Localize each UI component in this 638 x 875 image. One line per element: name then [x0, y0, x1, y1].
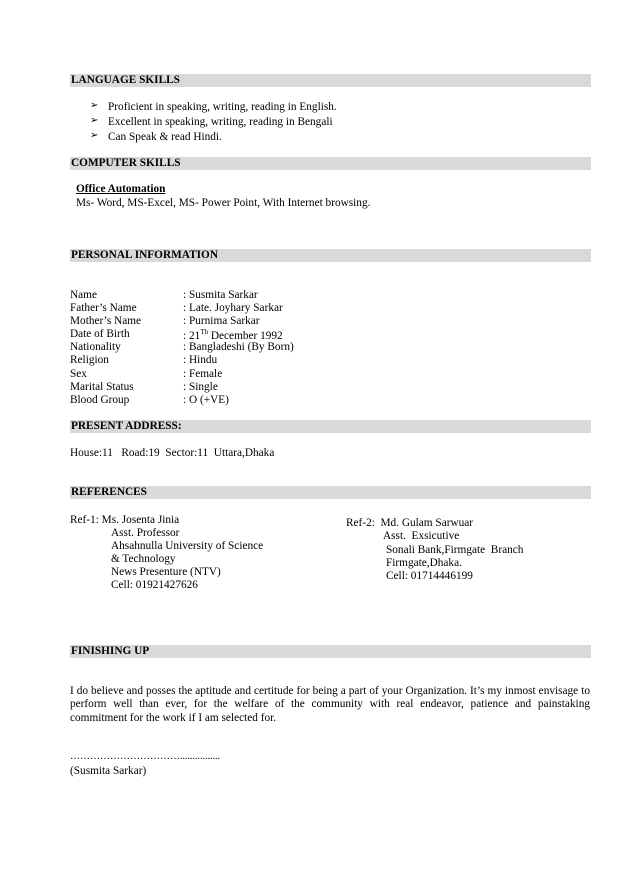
language-skill-text: Excellent in speaking, writing, reading in Bengali: [108, 116, 333, 128]
dob-suffix: Th: [200, 328, 209, 336]
section-bar-personal: [70, 249, 591, 262]
ref1-line: & Technology: [111, 553, 176, 565]
personal-label: Blood Group: [70, 394, 130, 406]
section-bar-language: [70, 74, 591, 87]
dob-day: : 21: [183, 329, 201, 342]
arrow-bullet-icon: ➢: [90, 100, 99, 111]
signature-name: (Susmita Sarkar): [70, 765, 147, 777]
finishing-paragraph: I do believe and posses the aptitude and certitude for being a part of your Organization. It’s my inmost envisage to perform well than ever, for the welfare of the community with real endeavor, patience and painstaking commitment for the work if I am selected for.: [70, 685, 590, 724]
ref2-line: Asst. Exsicutive: [383, 530, 460, 542]
ref2-line: Cell: 01714446199: [386, 570, 473, 582]
personal-label: Nationality: [70, 341, 121, 353]
personal-value: : Single: [183, 381, 218, 393]
section-title-computer: COMPUTER SKILLS: [71, 157, 181, 169]
ref1-name: Ref-1: Ms. Josenta Jinia: [70, 514, 180, 526]
section-bar-references: [70, 486, 591, 499]
dob-month-year: December 1992: [208, 329, 283, 342]
section-title-address: PRESENT ADDRESS:: [71, 420, 182, 432]
ref2-line: Firmgate,Dhaka.: [386, 557, 462, 569]
personal-label: Sex: [70, 368, 87, 380]
language-skill-text: Can Speak & read Hindi.: [108, 131, 222, 143]
section-bar-computer: [70, 157, 591, 170]
office-automation-heading: Office Automation: [76, 183, 166, 195]
computer-skills-text: Ms- Word, MS-Excel, MS- Power Point, With Internet browsing.: [76, 197, 371, 209]
present-address-text: House:11 Road:19 Sector:11 Uttara,Dhaka: [70, 447, 275, 459]
personal-label: Name: [70, 289, 97, 301]
personal-label: Date of Birth: [70, 328, 130, 340]
signature-line: ……………………………................: [70, 751, 220, 762]
arrow-bullet-icon: ➢: [90, 115, 99, 126]
arrow-bullet-icon: ➢: [90, 130, 99, 141]
ref1-line: Asst. Professor: [111, 527, 180, 539]
personal-label: Religion: [70, 354, 109, 366]
ref2-line: Sonali Bank,Firmgate Branch: [386, 544, 524, 556]
ref1-line: Ahsahnulla University of Science: [111, 540, 264, 552]
ref2-name: Ref-2: Md. Gulam Sarwuar: [346, 517, 474, 529]
personal-value: : O (+VE): [183, 394, 229, 406]
section-title-finishing: FINISHING UP: [71, 645, 150, 657]
personal-label: Father’s Name: [70, 302, 137, 314]
personal-value: : Susmita Sarkar: [183, 289, 258, 301]
personal-value: : Female: [183, 368, 223, 380]
section-title-references: REFERENCES: [71, 486, 147, 498]
personal-value: : Hindu: [183, 354, 218, 366]
personal-value: : Purnima Sarkar: [183, 315, 260, 327]
personal-value: : Bangladeshi (By Born): [183, 341, 294, 353]
personal-label: Mother’s Name: [70, 315, 142, 327]
ref1-line: News Presenture (NTV): [111, 566, 221, 578]
language-skill-text: Proficient in speaking, writing, reading in English.: [108, 101, 337, 113]
section-bar-address: [70, 420, 591, 433]
ref1-line: Cell: 01921427626: [111, 579, 198, 591]
section-title-personal: PERSONAL INFORMATION: [71, 249, 218, 261]
section-bar-finishing: [70, 645, 591, 658]
personal-label: Marital Status: [70, 381, 134, 393]
personal-value: : Late. Joyhary Sarkar: [183, 302, 283, 314]
section-title-language: LANGUAGE SKILLS: [71, 74, 180, 86]
